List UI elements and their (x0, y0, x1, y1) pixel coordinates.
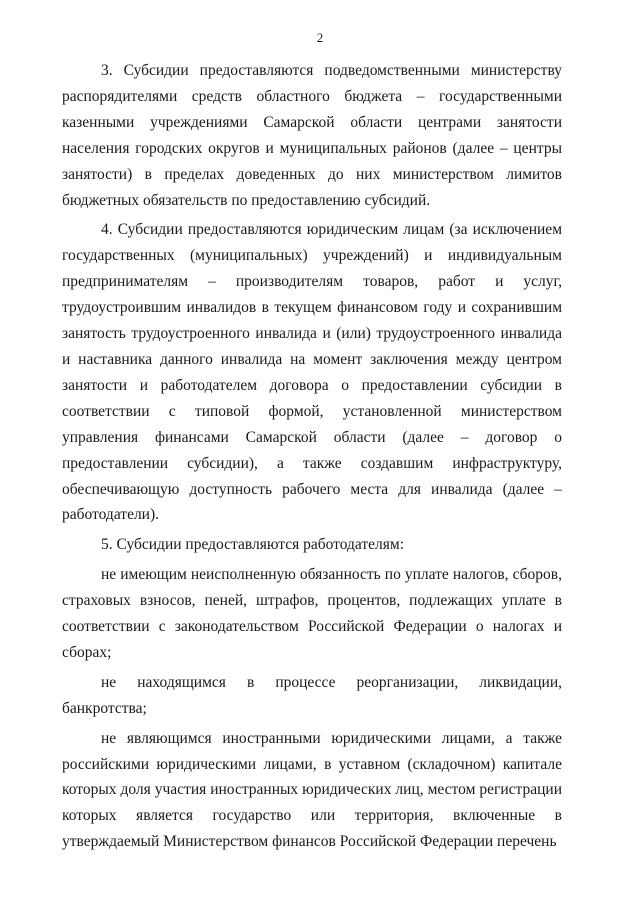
paragraph-foreign-entities: не являющимся иностранными юридическими лицами, а также российскими юридическими лицами, в уставном (складочном) капитале которых доля участия иностранных юридических лиц, местом регистрации которых является государство или территория, включенные в утверждаемый Министерством финансов Российской Федерации перечень (62, 729, 562, 851)
document-body (62, 58, 562, 855)
page-number: 2 (316, 30, 324, 45)
paragraph-tax-obligations: не имеющим неисполненную обязанность по уплате налогов, сборов, страховых взносов, пеней, штрафов, процентов, подлежащих уплате в соответствии с законодательством Российской Федерации о налогах и сборах; (62, 566, 562, 661)
paragraph-item-3: 3. Субсидии предоставляются подведомственными министерству распорядителями средств областного бюджета – государственными казенными учреждениями Самарской области центрами занятости населения городских округов и муниципальных районов (далее – центры занятости) в пределах доведенных до них министерством лимитов бюджетных обязательств по предоставлению субсидий. (62, 62, 562, 209)
paragraph-item-5: 5. Субсидии предоставляются работодателям: (101, 536, 405, 554)
paragraph-reorganization: не находящимся в процессе реорганизации, ликвидации, банкротства; (62, 673, 562, 717)
paragraph-item-4: 4. Субсидии предоставляются юридическим лицам (за исключением государственных (муниципальных) учреждений) и индивидуальным предпринимателям – производителям товаров, работ и услуг, трудоустроившим инвалидов в текущем финансовом году и сохранившим занятость трудоустроенного инвалида и (или) трудоустроенного инвалида и наставника данного инвалида на момент заключения между центром занятости и работодателем договора о предоставлении субсидии в соответствии с типовой формой, установленной министерством управления финансами Самарской области (далее – договор о предоставлении субсидии), а также создавшим инфраструктуру, обеспечивающую доступность рабочего места для инвалида (далее – работодатели). (62, 221, 562, 524)
